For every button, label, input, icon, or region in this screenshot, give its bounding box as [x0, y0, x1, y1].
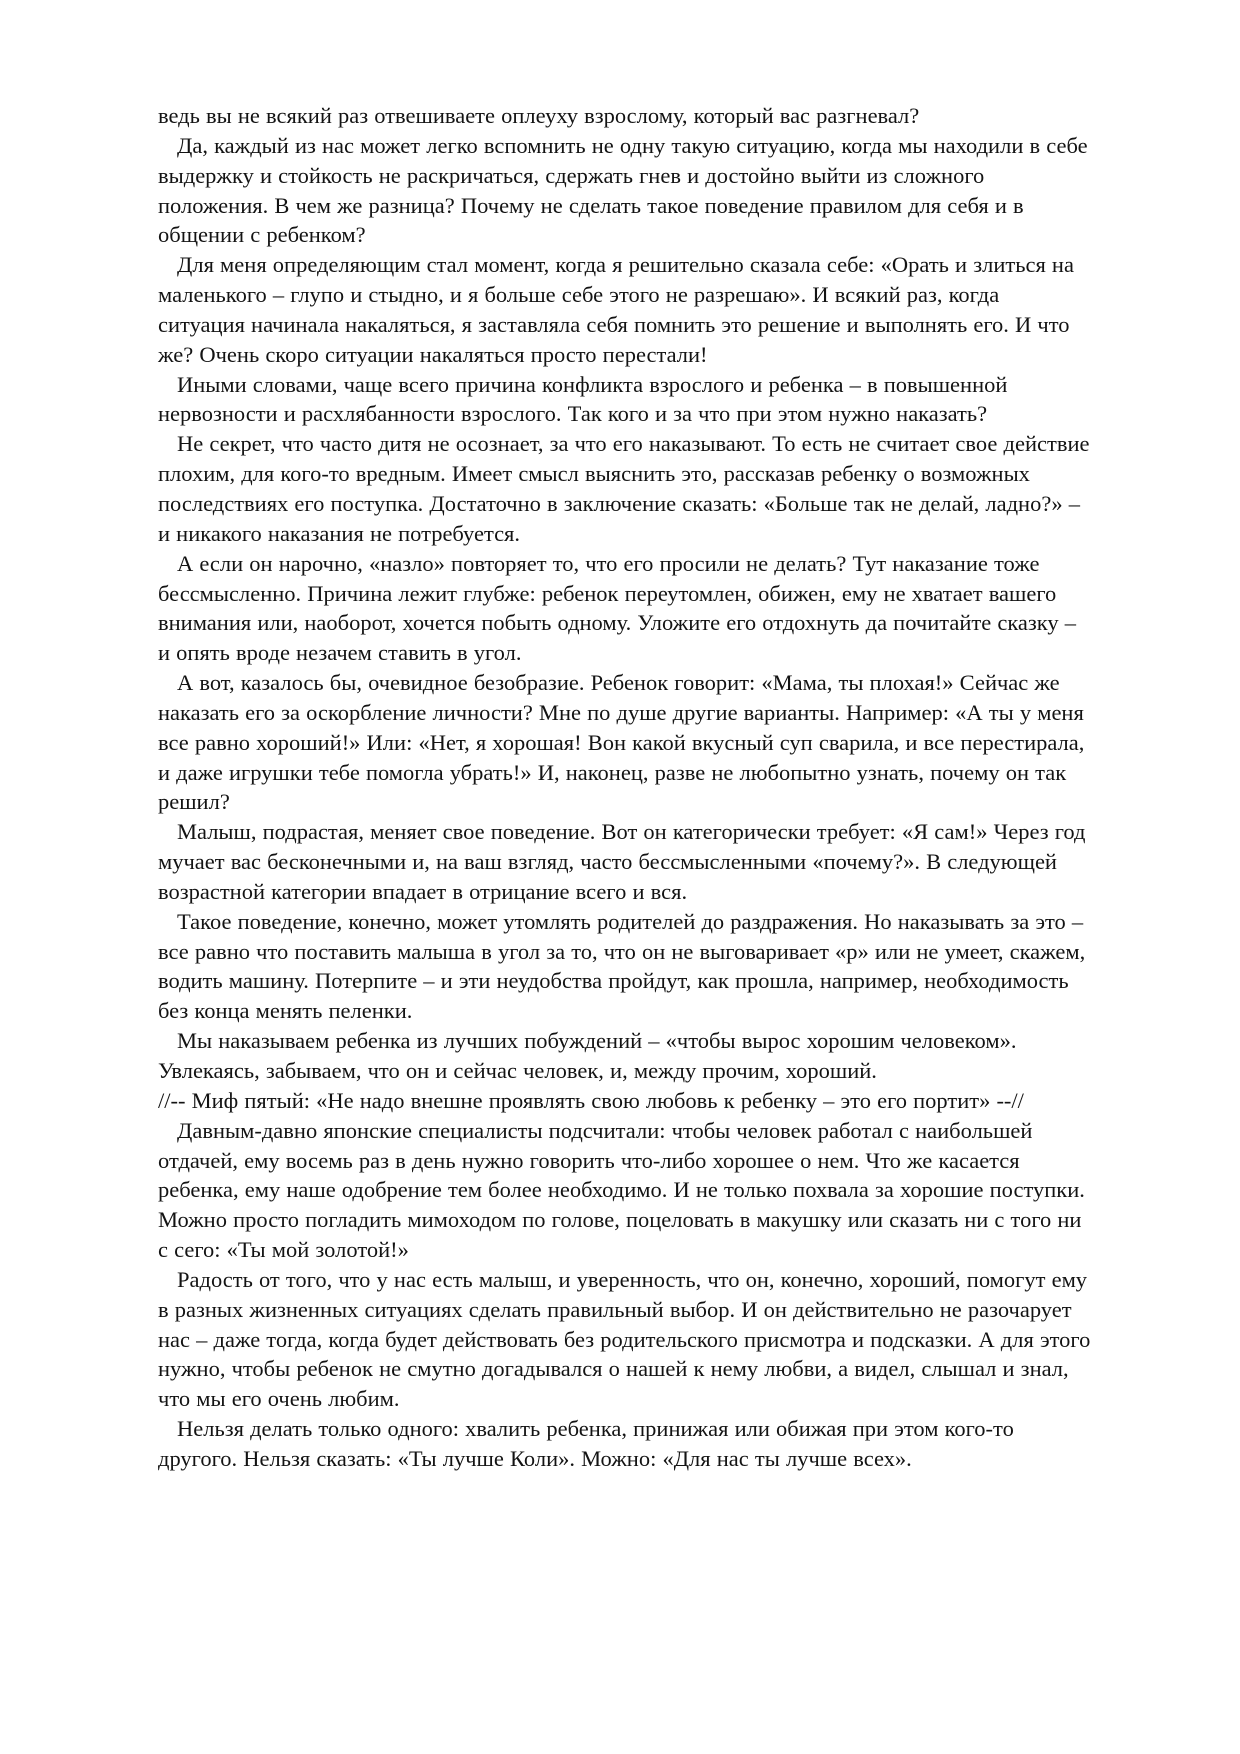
document-text-block — [158, 101, 1092, 1474]
paragraph: Для меня определяющим стал момент, когда я решительно сказала себе: «Орать и злиться на маленького – глупо и стыдно, и я больше себе этого не разрешаю». И всякий раз, когда ситуация начинала накаляться, я заставляла себя помнить это решение и выполнять его. И что же? Очень скоро ситуации накаляться просто перестали! — [158, 252, 1074, 367]
paragraph: А если он нарочно, «назло» повторяет то, что его просили не делать? Тут наказание тоже бессмысленно. Причина лежит глубже: ребенок переутомлен, обижен, ему не хватает вашего внимания или, наоборот, хочется побыть одному. Уложите его отдохнуть да почитайте сказку – и опять вроде незачем ставить в угол. — [158, 550, 1077, 666]
paragraph: Малыш, подрастая, меняет свое поведение. Вот он категорически требует: «Я сам!» Через год мучает вас бесконечными и, на ваш взгляд, часто бессмысленными «почему?». В следующей возрастной категории впадает в отрицание всего и вся. — [158, 819, 1086, 904]
paragraph: Радость от того, что у нас есть малыш, и уверенность, что он, конечно, хороший, помогут ему в разных жизненных ситуациях сделать правильный выбор. И он действительно не разочарует нас – даже тогда, когда будет действовать без родительского присмотра и подсказки. А для этого нужно, чтобы ребенок не смутно догадывался о нашей к нему любви, а видел, слышал и знал, что мы его очень любим. — [158, 1266, 1091, 1412]
paragraph: Мы наказываем ребенка из лучших побуждений – «чтобы вырос хорошим человеком». Увлекаясь, забываем, что он и сейчас человек, и, между прочим, хороший. — [158, 1028, 1017, 1083]
paragraph: Такое поведение, конечно, может утомлять родителей до раздражения. Но наказывать за это – все равно что поставить малыша в угол за то, что он не выговаривает «р» или не умеет, скажем, водить машину. Потерпите – и эти неудобства пройдут, как прошла, например, необходимость без конца менять пеленки. — [158, 908, 1086, 1024]
paragraph: Не секрет, что часто дитя не осознает, за что его наказывают. То есть не считает свое действие плохим, для кого-то вредным. Имеет смысл выяснить это, рассказав ребенку о возможных последствиях его поступка. Достаточно в заключение сказать: «Больше так не делай, ладно?» – и никакого наказания не потребуется. — [158, 431, 1090, 546]
paragraph: Нельзя делать только одного: хвалить ребенка, принижая или обижая при этом кого-то другого. Нельзя сказать: «Ты лучше Коли». Можно: «Для нас ты лучше всех». — [158, 1416, 1014, 1471]
paragraph: Давным-давно японские специалисты подсчитали: чтобы человек работал с наибольшей отдачей, ему восемь раз в день нужно говорить что-либо хорошее о нем. Что же касается ребенка, ему наше одобрение тем более необходимо. И не только похвала за хорошие поступки. Можно просто погладить мимоходом по голове, поцеловать в макушку или сказать ни с того ни с сего: «Ты мой золотой!» — [158, 1117, 1085, 1263]
paragraph: Да, каждый из нас может легко вспомнить не одну такую ситуацию, когда мы находили в себе выдержку и стойкость не раскричаться, сдержать гнев и достойно выйти из сложного положения. В чем же разница? Почему не сделать такое поведение правилом для себя и в общении с ребенком? — [158, 132, 1088, 248]
paragraph: ведь вы не всякий раз отвешиваете оплеуху взрослому, который вас разгневал? — [158, 103, 920, 128]
section-heading-marker: //-- Миф пятый: «Не надо внешне проявлять свою любовь к ребенку – это его портит» --// — [158, 1087, 1024, 1113]
paragraph: Иными словами, чаще всего причина конфликта взрослого и ребенка – в повышенной нервозности и расхлябанности взрослого. Так кого и за что при этом нужно наказать? — [158, 371, 1008, 427]
paragraph: А вот, казалось бы, очевидное безобразие. Ребенок говорит: «Мама, ты плохая!» Сейчас же наказать его за оскорбление личности? Мне по душе другие варианты. Например: «А ты у меня все равно хороший!» Или: «Нет, я хорошая! Вон какой вкусный суп сварила, и все перестирала, и даже игрушки тебе помогла убрать!» И, наконец, разве не любопытно узнать, почему он так решил? — [158, 670, 1085, 815]
